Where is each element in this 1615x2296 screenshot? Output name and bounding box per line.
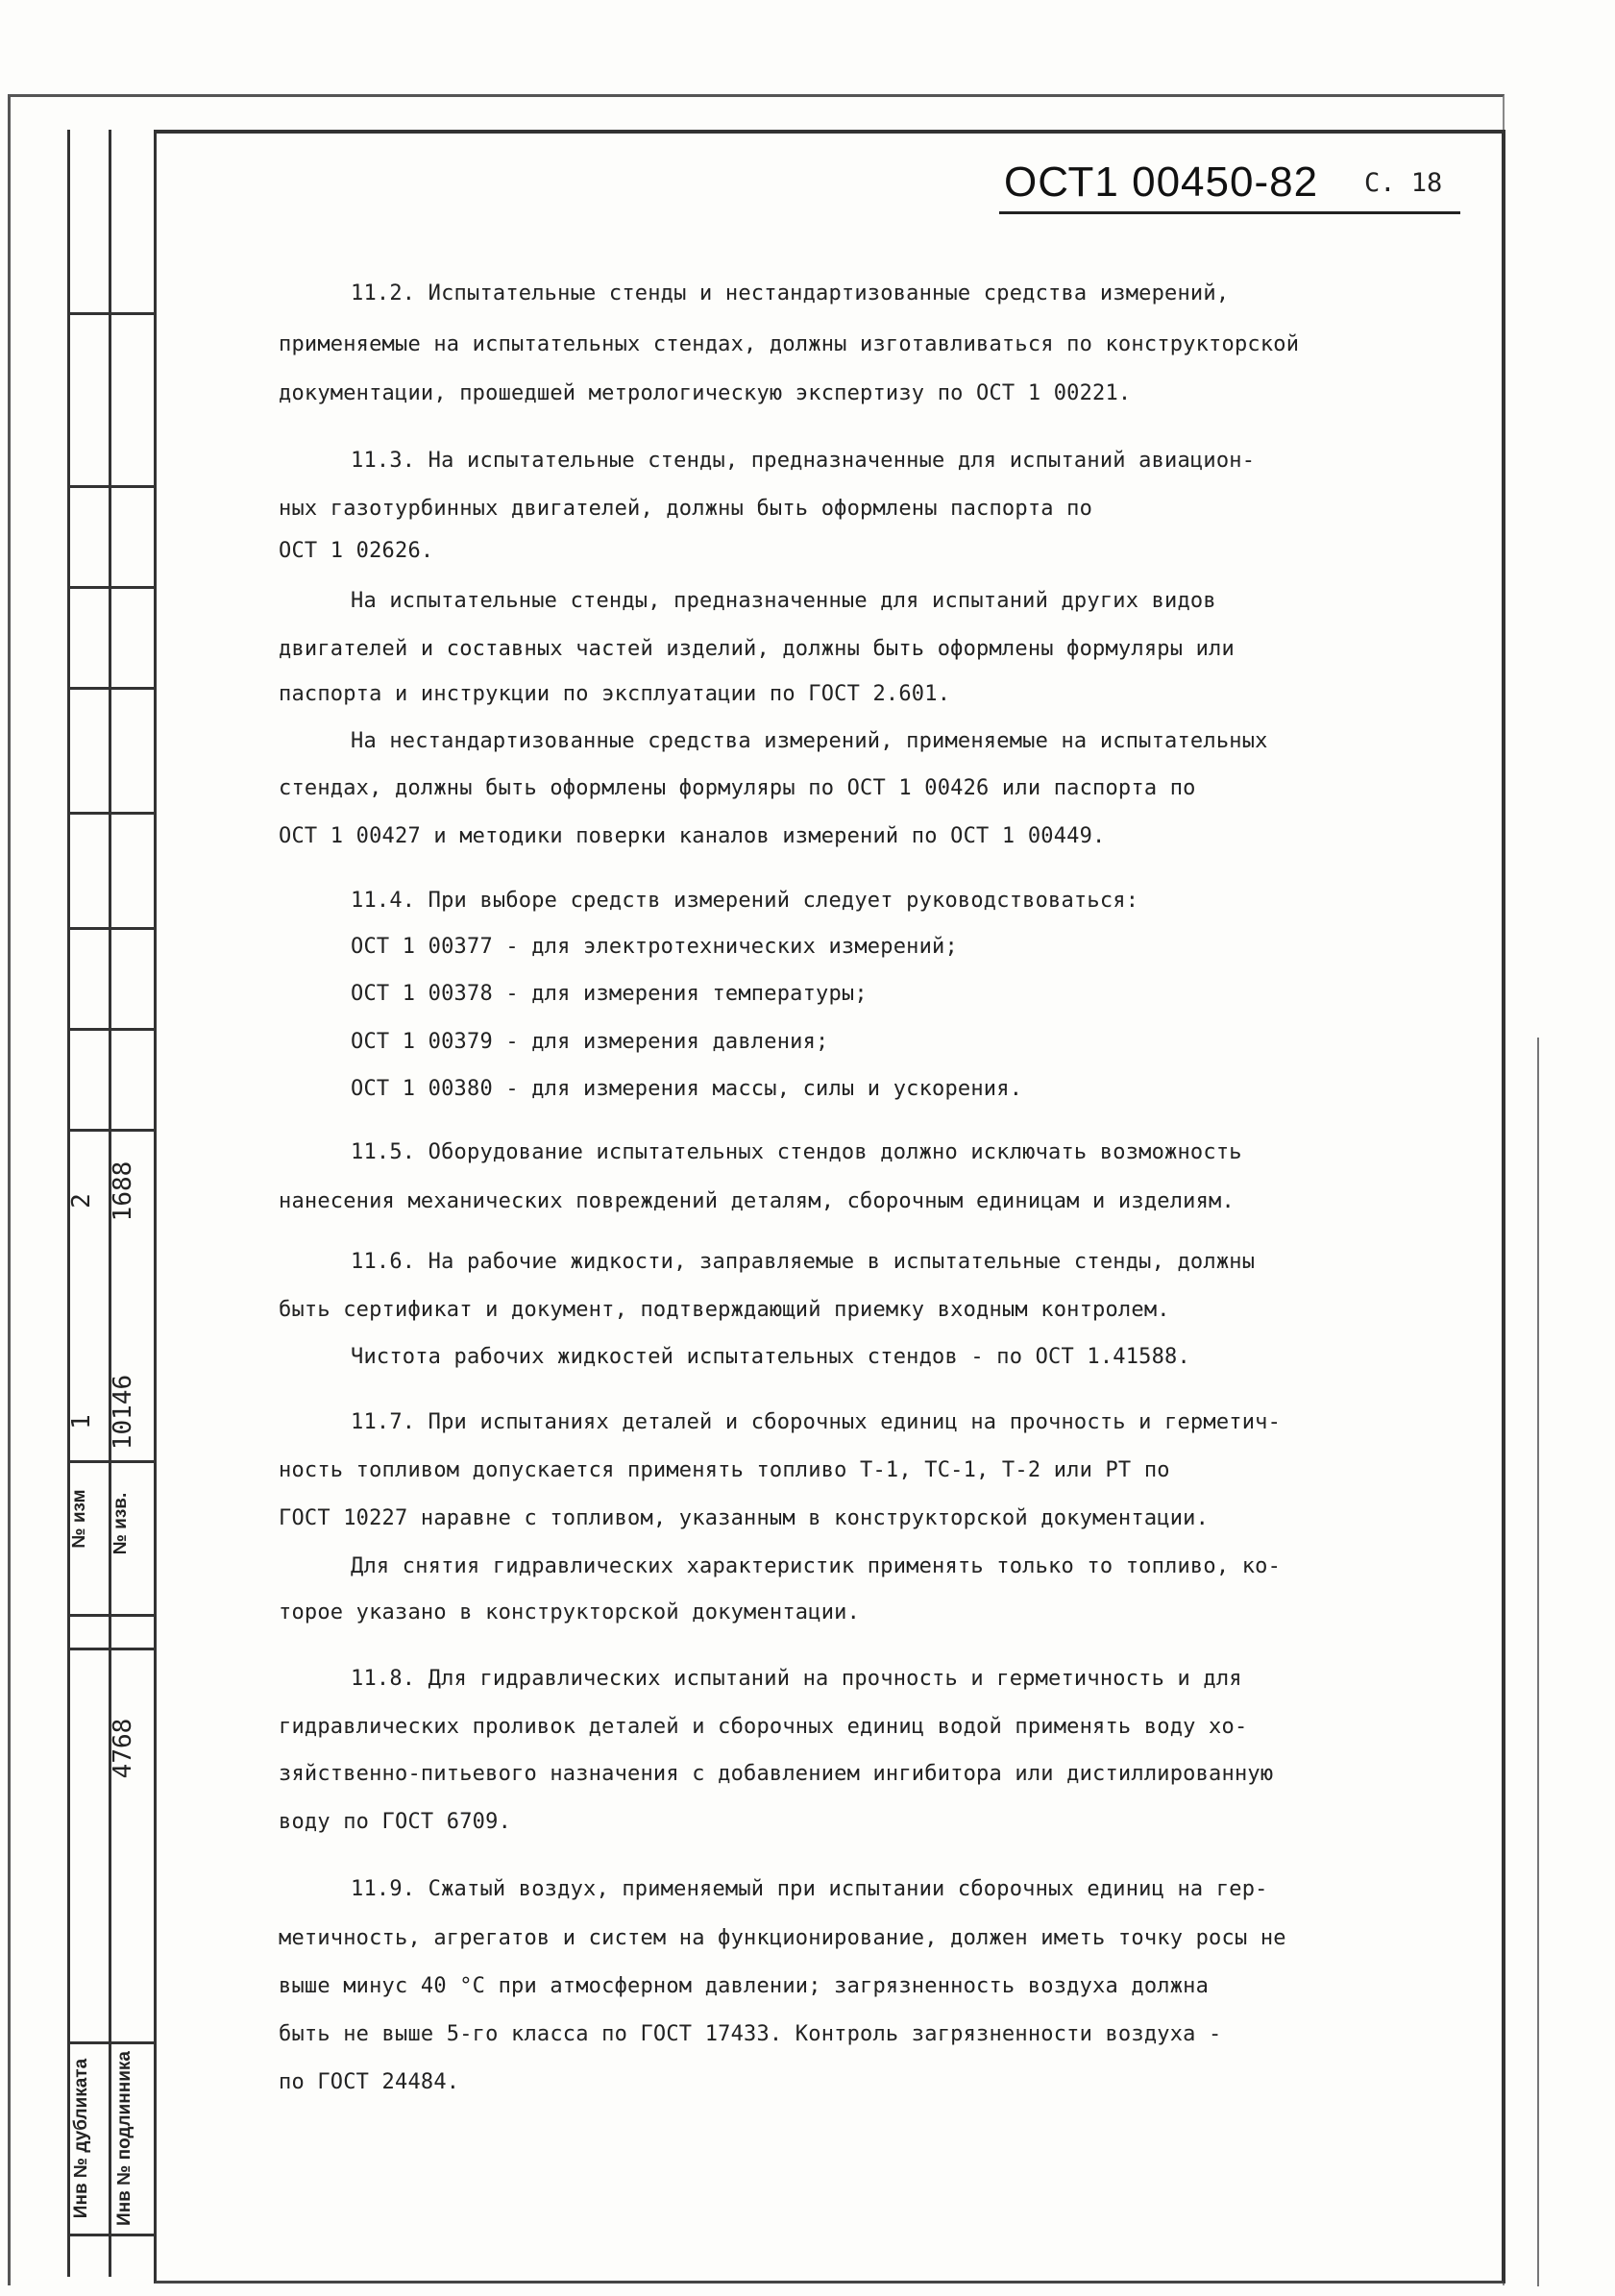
- text-line: Для снятия гидравлических характеристик применять только то топливо, ко-: [351, 1554, 1282, 1578]
- text-line: быть не выше 5-го класса по ГОСТ 17433. Контроль загрязненности воздуха -: [279, 2022, 1222, 2046]
- text-line: 11.4. При выборе средств измерений следует руководствоваться:: [351, 889, 1139, 913]
- text-line: гидравлических проливок деталей и сборочных единиц водой применять воду хо-: [279, 1715, 1248, 1739]
- text-line: стендах, должны быть оформлены формуляры по ОСТ 1 00426 или паспорта по: [279, 776, 1196, 800]
- text-line: Чистота рабочих жидкостей испытательных стендов - по ОСТ 1.41588.: [351, 1345, 1190, 1369]
- text-line: по ГОСТ 24484.: [279, 2070, 460, 2094]
- text-line: ных газотурбинных двигателей, должны быть оформлены паспорта по: [279, 497, 1093, 521]
- change-number-1: 1: [67, 1414, 96, 1429]
- text-line: На испытательные стенды, предназначенные для испытаний других видов: [351, 589, 1216, 613]
- text-line: 11.5. Оборудование испытательных стендов должно исключать возможность: [351, 1140, 1242, 1164]
- notice-number-label: № изв.: [110, 1492, 131, 1555]
- text-line: ГОСТ 10227 наравне с топливом, указанным в конструкторской документации.: [279, 1506, 1210, 1530]
- notice-number-2: 1688: [109, 1160, 137, 1222]
- text-line: нанесения механических повреждений деталям, сборочным единицам и изделиям.: [279, 1189, 1235, 1213]
- document-code-underline: [999, 211, 1460, 214]
- left-title-strip: [67, 130, 154, 2277]
- text-line: метичность, агрегатов и систем на функционирование, должен иметь точку росы не: [279, 1926, 1286, 1950]
- text-line: быть сертификат и документ, подтверждающий приемку входным контролем.: [279, 1298, 1170, 1322]
- text-line: 11.9. Сжатый воздух, применяемый при испытании сборочных единиц на гер-: [351, 1877, 1268, 1901]
- text-line: 11.8. Для гидравлических испытаний на прочность и герметичность и для: [351, 1667, 1242, 1691]
- change-number-label: № изм: [69, 1489, 89, 1549]
- text-line: 11.2. Испытательные стенды и нестандартизованные средства измерений,: [351, 281, 1230, 305]
- text-line: торое указано в конструкторской документации.: [279, 1600, 861, 1624]
- text-line: На нестандартизованные средства измерений, применяемые на испытательных: [351, 729, 1268, 753]
- text-line: документации, прошедшей метрологическую экспертизу по ОСТ 1 00221.: [279, 381, 1132, 405]
- page-number: С. 18: [1364, 168, 1443, 198]
- document-code: ОСТ1 00450-82: [1004, 159, 1319, 206]
- original-inventory-label: Инв № подлинника: [114, 2051, 135, 2226]
- text-line: ОСТ 1 00377 - для электротехнических измерений;: [351, 935, 958, 959]
- text-line: ОСТ 1 00379 - для измерения давления;: [351, 1030, 829, 1054]
- text-line: двигателей и составных частей изделий, должны быть оформлены формуляры или: [279, 637, 1235, 661]
- text-line: ОСТ 1 02626.: [279, 539, 434, 563]
- text-line: 11.3. На испытательные стенды, предназначенные для испытаний авиацион-: [351, 449, 1256, 473]
- text-line: 11.7. При испытаниях деталей и сборочных единиц на прочность и герметич-: [351, 1410, 1282, 1434]
- text-line: воду по ГОСТ 6709.: [279, 1810, 512, 1834]
- change-number-2: 2: [67, 1193, 96, 1209]
- text-line: паспорта и инструкции по эксплуатации по ГОСТ 2.601.: [279, 682, 951, 706]
- original-inventory-number: 4768: [109, 1718, 137, 1779]
- text-line: ОСТ 1 00427 и методики поверки каналов измерений по ОСТ 1 00449.: [279, 824, 1106, 848]
- text-line: ОСТ 1 00380 - для измерения массы, силы и ускорения.: [351, 1077, 1023, 1101]
- page-edge-line: [1537, 1038, 1539, 2286]
- text-line: ОСТ 1 00378 - для измерения температуры;: [351, 982, 868, 1006]
- text-line: зяйственно-питьевого назначения с добавлением ингибитора или дистиллированную: [279, 1762, 1274, 1786]
- notice-number-1: 10146: [109, 1374, 137, 1451]
- text-line: выше минус 40 °С при атмосферном давлении; загрязненность воздуха должна: [279, 1974, 1210, 1998]
- text-line: 11.6. На рабочие жидкости, заправляемые в испытательные стенды, должны: [351, 1250, 1256, 1274]
- text-line: ность топливом допускается применять топливо Т-1, ТС-1, Т-2 или РТ по: [279, 1458, 1170, 1482]
- text-line: применяемые на испытательных стендах, должны изготавливаться по конструкторской: [279, 332, 1300, 356]
- duplicate-inventory-label: Инв № дубликата: [71, 2058, 91, 2219]
